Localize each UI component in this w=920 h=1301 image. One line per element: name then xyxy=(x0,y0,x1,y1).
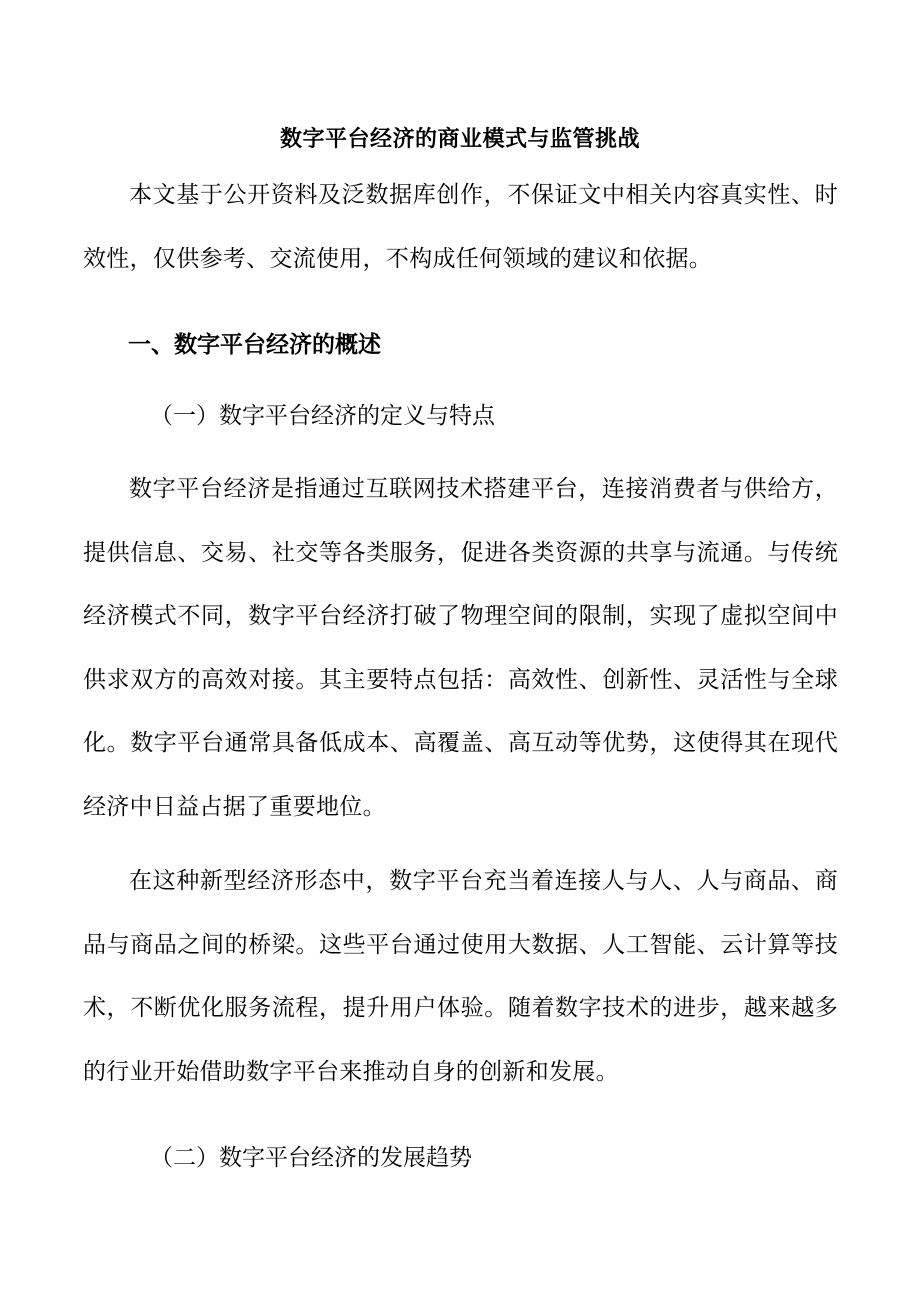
document-title: 数字平台经济的商业模式与监管挑战 xyxy=(279,126,640,152)
section-heading: 一、数字平台经济的概述 xyxy=(128,331,381,358)
body-paragraph-bridge: 在这种新型经济形态中，数字平台充当着连接人与人、人与商品、商品与商品之间的桥梁。这些平台通过使用大数据、人工智能、云计算等技术，不断优化服务流程，提升用户体验。随着数字技术的进步，越来越多的行业开始借助数字平台来推动自身的创新和发展。 xyxy=(83,868,838,1085)
body-paragraph-definition: 数字平台经济是指通过互联网技术搭建平台，连接消费者与供给方，提供信息、交易、社交等各类服务，促进各类资源的共享与流通。与传统经济模式不同，数字平台经济打破了物理空间的限制，实现了虚拟空间中供求双方的高效对接。其主要特点包括：高效性、创新性、灵活性与全球化。数字平台通常具备低成本、高覆盖、高互动等优势，这使得其在现代经济中日益占据了重要地位。 xyxy=(83,476,838,820)
disclaimer-paragraph: 本文基于公开资料及泛数据库创作，不保证文中相关内容真实性、时效性，仅供参考、交流使用，不构成任何领域的建议和依据。 xyxy=(83,182,838,272)
subsection-heading-definition: （一）数字平台经济的定义与特点 xyxy=(150,403,495,429)
subsection-heading-trend: （二）数字平台经济的发展趋势 xyxy=(150,1145,472,1171)
